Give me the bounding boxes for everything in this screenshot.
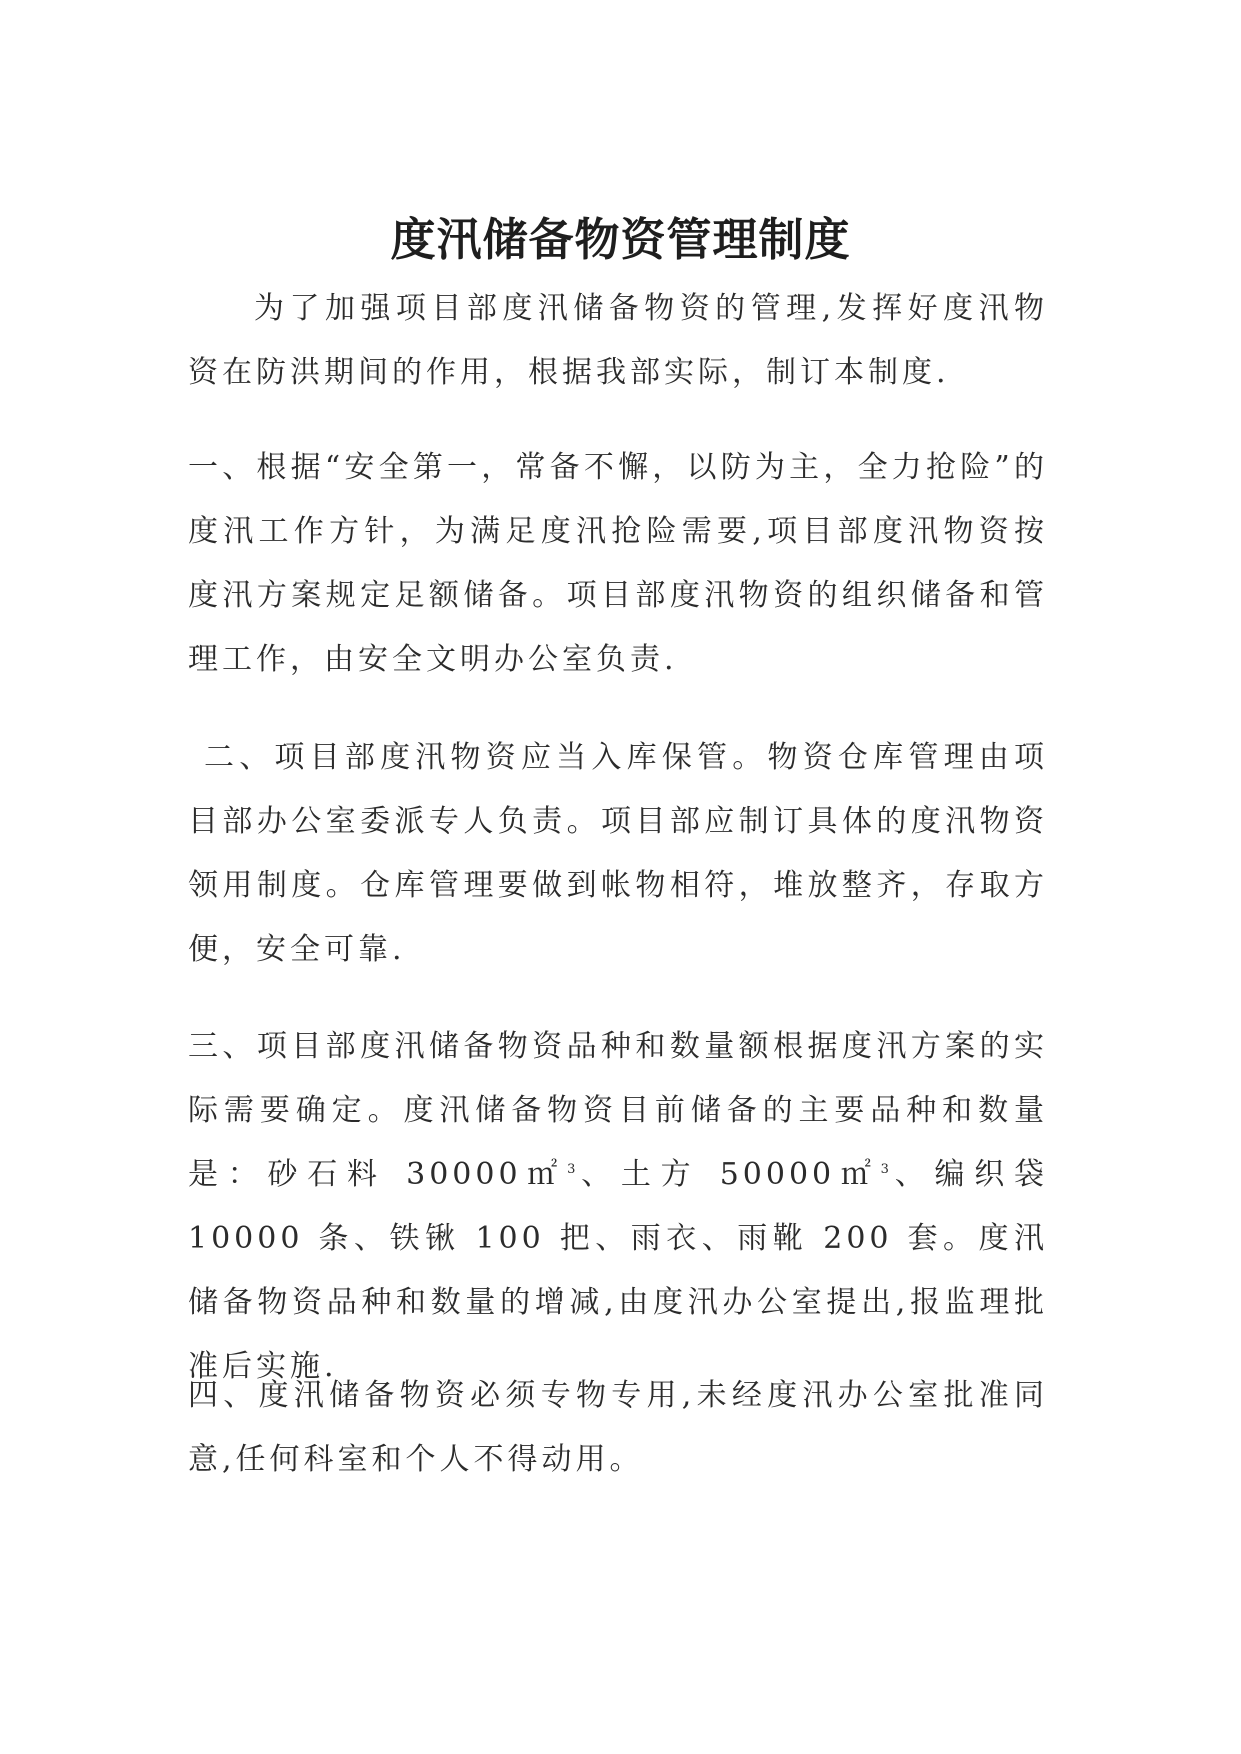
cubic-superscript: 3 — [880, 1162, 889, 1177]
section-3-text-c: 、编织袋 10000 条、铁锹 100 把、雨衣、雨靴 200 套。度汛储备物资品种和数量的增减,由度汛办公室提出,报监理批准后实施. — [188, 1157, 1048, 1384]
cubic-superscript: 3 — [567, 1162, 576, 1177]
section-3-text-a: 三、项目部度汛储备物资品种和数量额根据度汛方案的实际需要确定。度汛储备物资目前储备的主要品种和数量是：砂石料 30000㎡ — [188, 1029, 1048, 1192]
document-title: 度汛储备物资管理制度 — [390, 213, 851, 267]
section-3-text-b: 、土方 50000㎡ — [575, 1157, 881, 1192]
section-2-paragraph: 二、项目部度汛物资应当入库保管。物资仓库管理由项目部办公室委派专人负责。项目部应制订具体的度汛物资领用制度。仓库管理要做到帐物相符，堆放整齐，存取方便，安全可靠. — [188, 740, 1048, 967]
section-1-paragraph: 一、根据“安全第一，常备不懈，以防为主，全力抢险”的度汛工作方针，为满足度汛抢险需要,项目部度汛物资按度汛方案规定足额储备。项目部度汛物资的组织储备和管理工作，由安全文明办公室负责. — [188, 450, 1048, 677]
intro-paragraph: 为了加强项目部度汛储备物资的管理,发挥好度汛物资在防洪期间的作用，根据我部实际，制订本制度. — [188, 291, 1048, 390]
section-4-paragraph: 四、度汛储备物资必须专物专用,未经度汛办公室批准同意,任何科室和个人不得动用。 — [188, 1378, 1048, 1477]
section-3-paragraph — [188, 1015, 1048, 1399]
